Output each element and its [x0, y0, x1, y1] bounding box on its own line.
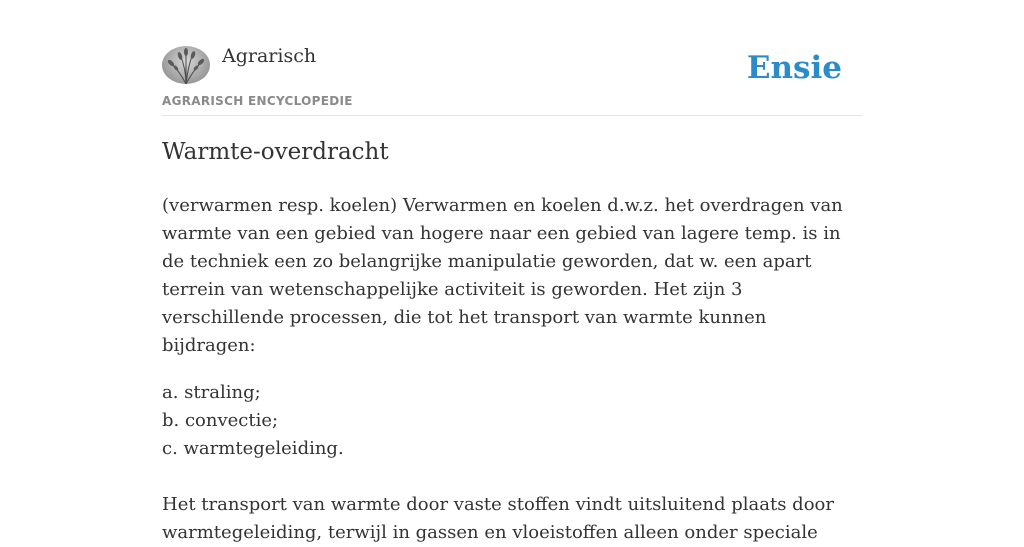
article-body: [162, 192, 862, 547]
header: [162, 0, 862, 116]
list-item: b. convectie;: [162, 410, 279, 431]
site-logo[interactable]: Ensie: [746, 50, 842, 86]
wheat-icon[interactable]: [162, 46, 210, 84]
page: [162, 0, 862, 543]
list-item: c. warmtegeleiding.: [162, 438, 344, 459]
body-paragraph: Het transport van warmte door vaste stoffen vindt uitsluitend plaats door warmtegeleiding, terwijl in gassen en vloeistoffen alleen onder speciale: [162, 494, 834, 543]
intro-paragraph: (verwarmen resp. koelen) Verwarmen en koelen d.w.z. het overdragen van warmte van een gebied van hogere naar een gebied van lagere temp. is in de techniek een zo belangrijke manipulatie geworden, dat w. een apart terrein van wetenschappelijke activiteit is geworden. Het zijn 3 verschillende processen, die tot het transport van warmte kunnen bijdragen:: [162, 195, 843, 356]
brand-subtitle: AGRARISCH ENCYCLOPEDIE: [162, 94, 353, 108]
page-title: Warmte-overdracht: [162, 139, 389, 165]
list-item: a. straling;: [162, 382, 261, 403]
process-list: [162, 379, 862, 463]
brand-name[interactable]: Agrarisch: [222, 45, 317, 67]
